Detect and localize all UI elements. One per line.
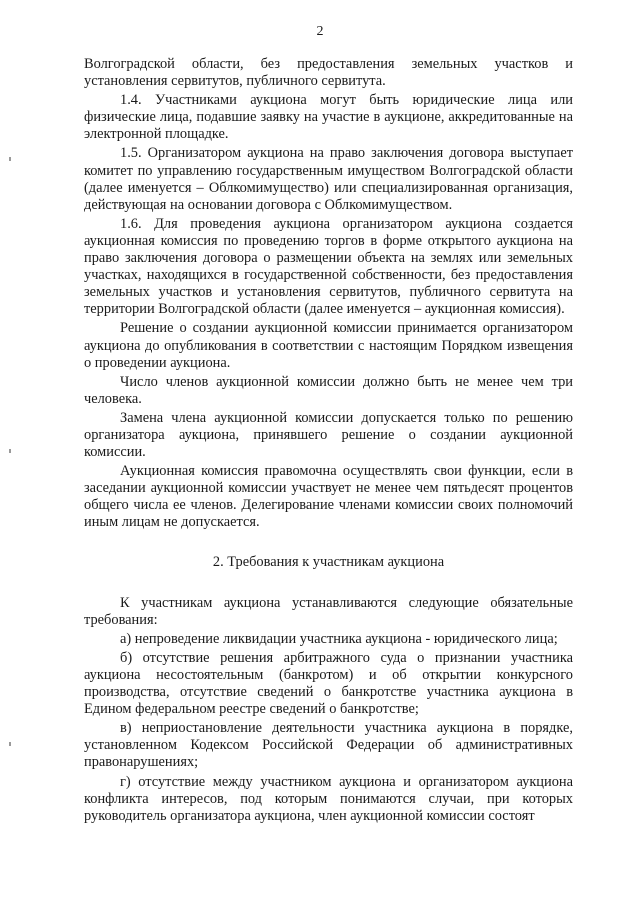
paragraph-members-count: Число членов аукционной комиссии должно быть не менее чем три человека. bbox=[84, 373, 573, 407]
margin-mark bbox=[9, 449, 11, 453]
page-number: 2 bbox=[316, 24, 324, 39]
section-heading: 2. Требования к участникам аукциона bbox=[212, 553, 445, 570]
paragraph-1-4: 1.4. Участниками аукциона могут быть юридические лица или физические лица, подавшие заявку на участие в аукционе, аккредитованные на электронной площадке. bbox=[84, 92, 573, 143]
paragraph-member-replacement: Замена члена аукционной комиссии допускается только по решению организатора аукциона, принявшего решение о создании аукционной комиссии. bbox=[84, 409, 573, 461]
paragraph-continuation: Волгоградской области, без предоставления земельных участков и установления сервитутов, публичного сервитута. bbox=[84, 56, 573, 90]
paragraph-1-6: 1.6. Для проведения аукциона организатором аукциона создается аукционная комиссия по проведению торгов в форме открытого аукциона на право заключения договора о размещении объекта на землях или земельных участках, находящихся в государственной собственности, без предоставления земельных участков и установления сервитутов, публичного сервитута на территории Волгоградской области (далее именуется – аукционная комиссия). bbox=[84, 215, 573, 318]
paragraph-quorum: Аукционная комиссия правомочна осуществлять свои функции, если в заседании аукционной комиссии участвует не менее чем пятьдесят процентов общего числа ее членов. Делегирование членами комиссии своих полномочий иным лицам не допускается. bbox=[84, 463, 573, 531]
requirement-a: а) непроведение ликвидации участника аукциона - юридического лица; bbox=[120, 630, 558, 647]
margin-mark bbox=[9, 742, 11, 746]
paragraph-1-5: 1.5. Организатором аукциона на право заключения договора выступает комитет по управлению государственным имуществом Волгоградской области (далее именуется – Облкомимущество) или специализированная организация, действующая на основании договора с Облкомимуществом. bbox=[84, 145, 573, 213]
paragraph-commission-decision: Решение о создании аукционной комиссии принимается организатором аукциона до опубликования в соответствии с настоящим Порядком извещения о проведении аукциона. bbox=[84, 320, 573, 371]
requirement-b: б) отсутствие решения арбитражного суда о признании участника аукциона несостоятельным (банкротом) и об открытии конкурсного производства, отсутствие сведений о банкротстве участника аукциона в Едином федеральном реестре сведений о банкротстве; bbox=[84, 649, 573, 718]
requirement-g: г) отсутствие между участником аукциона и организатором аукциона конфликта интересов, под которым понимаются случаи, при которых руководитель организатора аукциона, член аукционной комиссии состоят bbox=[84, 773, 573, 824]
requirement-v: в) неприостановление деятельности участника аукциона в порядке, установленном Кодексом Российской Федерации об административных правонарушениях; bbox=[84, 720, 573, 771]
document-body bbox=[84, 56, 573, 825]
requirements-intro: К участникам аукциона устанавливаются следующие обязательные требования: bbox=[84, 594, 573, 628]
margin-mark bbox=[9, 157, 11, 161]
